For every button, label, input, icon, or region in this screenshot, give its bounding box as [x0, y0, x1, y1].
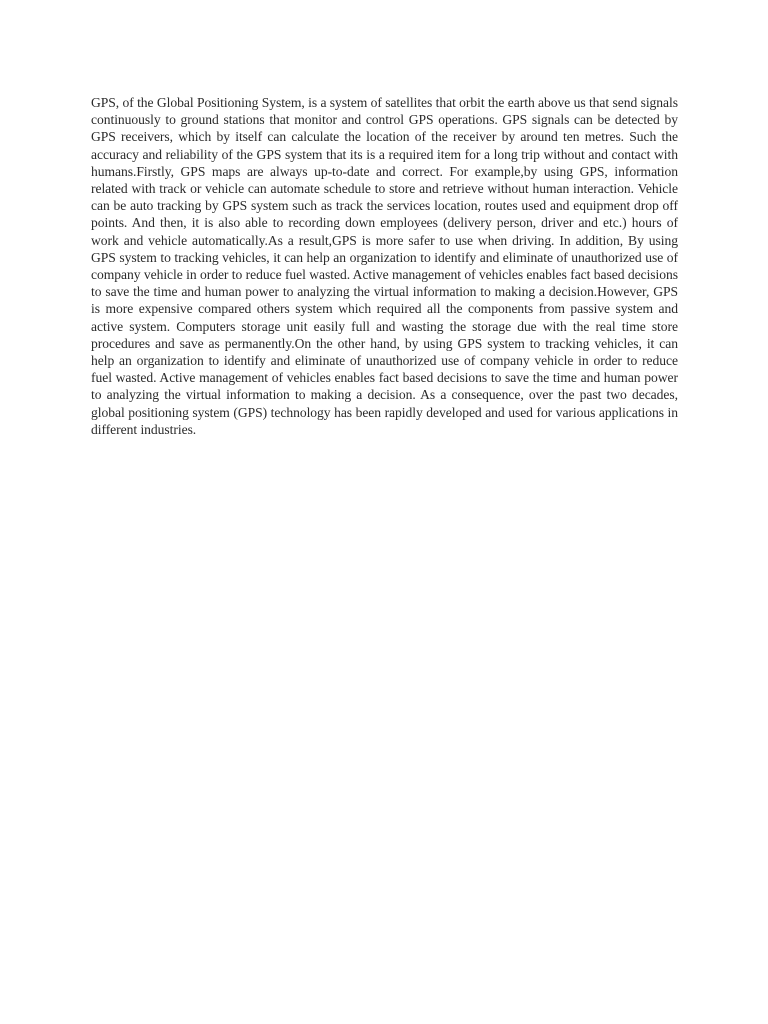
- body-paragraph: GPS, of the Global Positioning System, is a system of satellites that orbit the earth above us that send signals continuously to ground stations that monitor and control GPS operations. GPS signals can be detected by GPS receivers, which by itself can calculate the location of the receiver by around ten metres. Such the accuracy and reliability of the GPS system that its is a required item for a long trip without and contact with humans.Firstly, GPS maps are always up-to-date and correct. For example,by using GPS, information related with track or vehicle can automate schedule to store and retrieve without human interaction. Vehicle can be auto tracking by GPS system such as track the services location, routes used and equipment drop off points. And then, it is also able to recording down employees (delivery person, driver and etc.) hours of work and vehicle automatically.As a result,GPS is more safer to use when driving. In addition, By using GPS system to tracking vehicles, it can help an organization to identify and eliminate of unauthorized use of company vehicle in order to reduce fuel wasted. Active management of vehicles enables fact based decisions to save the time and human power to analyzing the virtual information to making a decision.However, GPS is more expensive compared others system which required all the components from passive system and active system. Computers storage unit easily full and wasting the storage due with the real time store procedures and save as permanently.On the other hand, by using GPS system to tracking vehicles, it can help an organization to identify and eliminate of unauthorized use of company vehicle in order to reduce fuel wasted. Active management of vehicles enables fact based decisions to save the time and human power to analyzing the virtual information to making a decision. As a consequence, over the past two decades, global positioning system (GPS) technology has been rapidly developed and used for various applications in different industries.: [91, 95, 678, 437]
